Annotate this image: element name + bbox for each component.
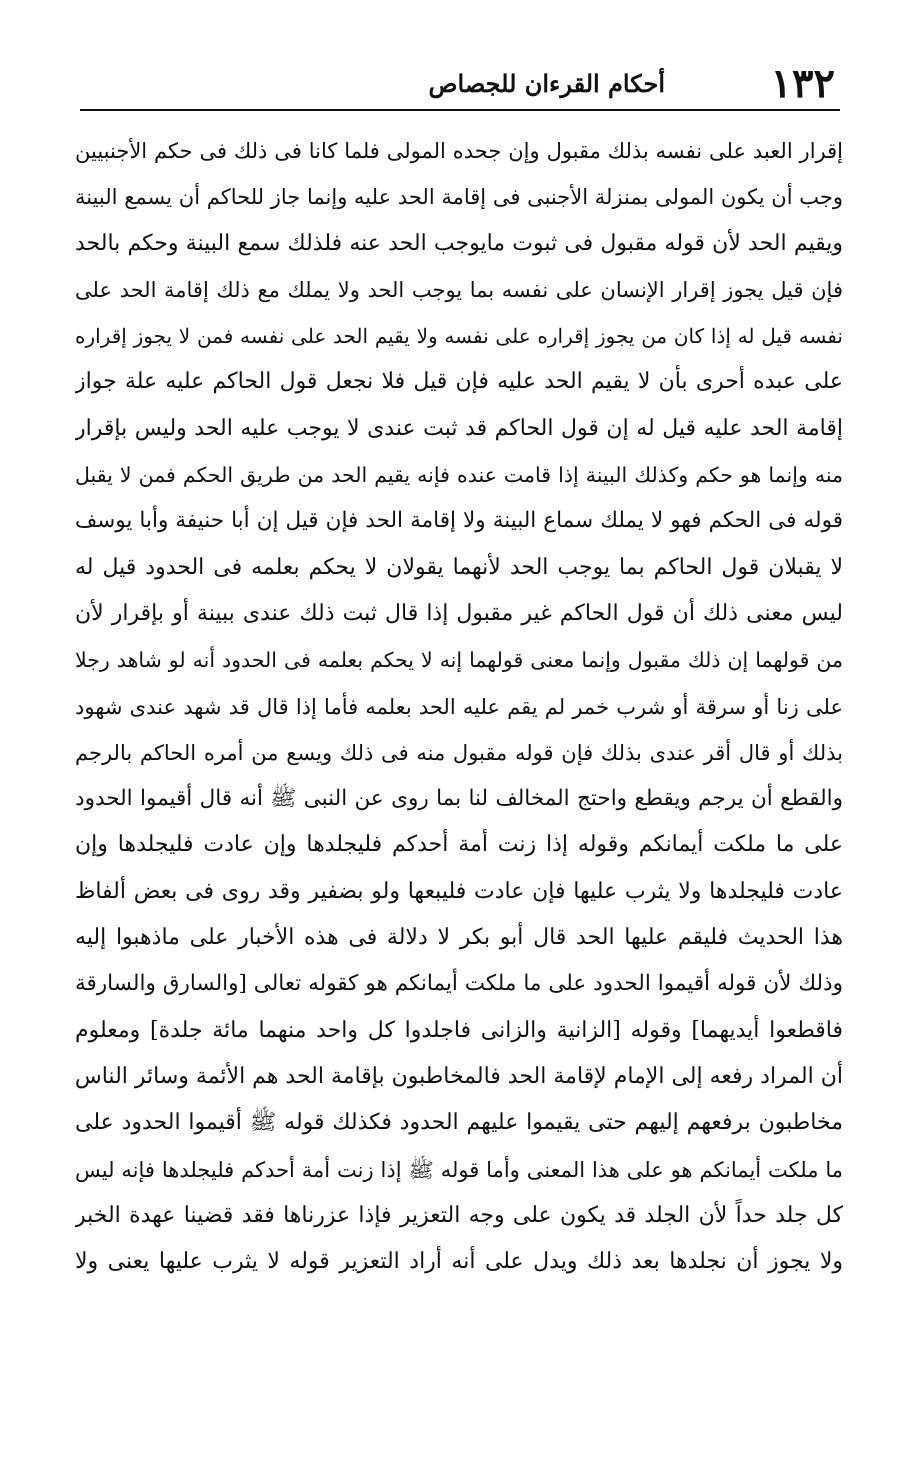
text-line: على ما ملكت أيمانكم وقوله إذا زنت أمة أحدكم فليجلدها وإن عادت فليجلدها وإن — [75, 832, 843, 858]
text-line: كل جلد حداً لأن الجلد قد يكون على وجه التعزير فإذا عزرناها فقد قضينا عهدة الخبر — [75, 1202, 843, 1228]
page-header — [80, 62, 835, 106]
text-line: من قولهما إن ذلك مقبول وإنما معنى قولهما إنه لا يحكم بعلمه فى الحدود أنه لو شاهد رجلا — [75, 648, 843, 673]
text-line: إقرار العبد على نفسه بذلك مقبول وإن جحده المولى فلما كانا فى ذلك فى حكم الأجنبيين — [75, 139, 843, 163]
text-line: فإن قيل يجوز إقرار الإنسان على نفسه بما يوجب الحد ولا يملك مع ذلك إقامة الحد على — [75, 277, 843, 302]
text-line: أن المراد رفعه إلى الإمام لإقامة الحد فالمخاطبون بإقامة الحد هم الأئمة وسائر الناس — [75, 1063, 843, 1089]
page-number: ١٣٢ — [770, 60, 835, 107]
text-line: فاقطعوا أيديهما] وقوله [الزانية والزانى فاجلدوا كل واحد منهما مائة جلدة] ومعلوم — [75, 1017, 843, 1043]
text-line: قوله فى الحكم فهو لا يملك سماع البينة ولا إقامة الحد فإن قيل إن أبا حنيفة وأبا يوسف — [75, 508, 843, 534]
text-line: وذلك لأن قوله أقيموا الحدود على ما ملكت أيمانكم هو كقوله تعالى [والسارق والسارقة — [75, 971, 843, 997]
text-line: على عبده أحرى بأن لا يقيم الحد عليه فإن قيل فلا نجعل قول الحاكم عليه علة جواز — [75, 369, 843, 395]
text-line: نفسه قيل له إذا كان من يجوز إقراره على نفسه ولا يقيم الحد على نفسه فمن لا يجوز إقراره — [75, 324, 843, 349]
text-line: عادت فليجلدها ولا يثرب عليها فإن عادت فليبعها ولو بضفير وقد روى فى بعض ألفاظ — [75, 878, 843, 904]
text-line: إقامة الحد عليه قيل له إن قول الحاكم قد ثبت عندى لا يوجب عليه الحد وليس بإقرار — [75, 415, 843, 441]
text-line: ليس معنى ذلك أن قول الحاكم غير مقبول إذا قال ثبت ذلك عندى ببينة أو بإقرار لأن — [75, 600, 843, 626]
header-divider — [80, 109, 840, 111]
body-text — [75, 128, 843, 1285]
text-line: ولا يجوز أن نجلدها بعد ذلك ويدل على أنه أراد التعزير قوله لا يثرب عليها يعنى ولا — [75, 1249, 843, 1275]
text-line: والقطع أن يرجم ويقطع واحتج المخالف لنا بما روى عن النبى ﷺ أنه قال أقيموا الحدود — [75, 786, 843, 812]
text-line: على زنا أو سرقة أو شرب خمر لم يقم عليه الحد بعلمه فأما إذا قال قد شهد عندى شهود — [75, 694, 843, 719]
text-line: ما ملكت أيمانكم هو على هذا المعنى وأما قوله ﷺ إذا زنت أمة أحدكم فليجلدها فإنه ليس — [75, 1157, 843, 1182]
text-line: لا يقبلان قول الحاكم بما يوجب الحد لأنهما يقولان لا يحكم بعلمه فى الحدود قيل له — [75, 554, 843, 580]
text-line: بذلك أو قال أقر عندى بذلك فإن قوله مقبول منه فى ذلك ويسع من أمره الحاكم بالرجم — [75, 740, 843, 765]
text-line: وجب أن يكون المولى بمنزلة الأجنبى فى إقامة الحد عليه وإنما جاز للحاكم أن يسمع البينة — [75, 185, 843, 210]
text-line: هذا الحديث فليقم عليها الحد قال أبو بكر لا دلالة فى هذه الأخبار على ماذهبوا إليه — [75, 925, 843, 951]
text-line: ويقيم الحد لأن قوله مقبول فى ثبوت مايوجب الحد عنه فلذلك سمع البينة وحكم بالحد — [75, 230, 843, 256]
text-line: مخاطبون برفعهم إليهم حتى يقيموا عليهم الحدود فكذلك قوله ﷺ أقيموا الحدود على — [75, 1110, 843, 1136]
text-line: منه وإنما هو حكم وكذلك البينة إذا قامت عنده فإنه يقيم الحد من طريق الحكم فمن لا يقبل — [75, 463, 843, 488]
running-title: أحكام القرءان للجصاص — [428, 69, 665, 98]
